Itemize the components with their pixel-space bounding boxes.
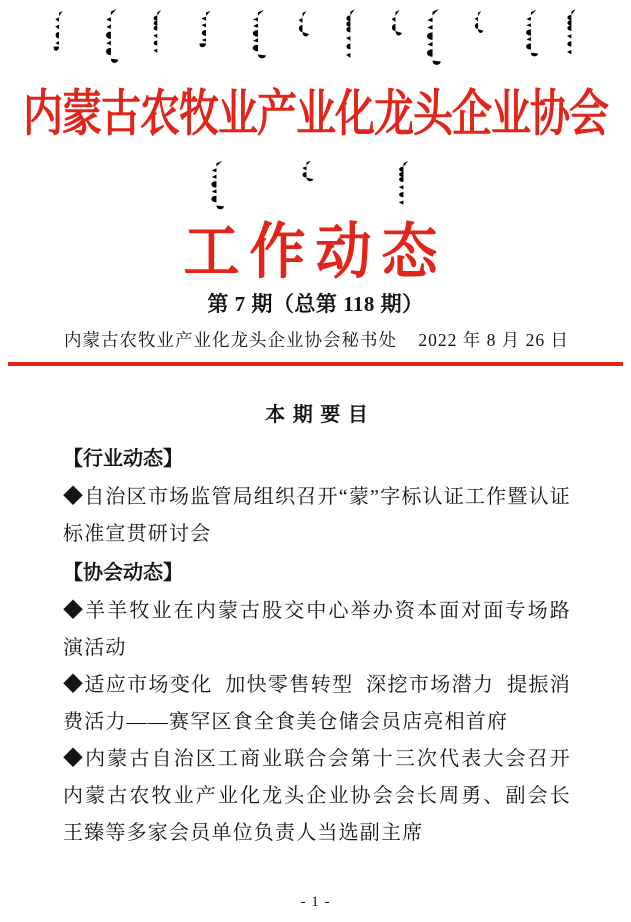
table-of-contents xyxy=(63,398,571,852)
toc-section-title-industry: 【行业动态】 xyxy=(63,448,183,470)
toc-section-title-association: 【协会动态】 xyxy=(63,562,183,584)
mongolian-word-icon xyxy=(339,8,360,68)
page-number: - 1 - xyxy=(300,894,331,910)
issue-number: 第 7 期（总第 118 期） xyxy=(207,292,424,316)
mongolian-word-icon xyxy=(99,8,121,66)
issuer: 内蒙古农牧业产业化龙头企业协会秘书处 xyxy=(64,330,397,350)
toc-heading: 本 期 要 目 xyxy=(265,404,369,426)
toc-item: ◆适应市场变化 加快零售转型 深挖市场潜力 提振消费活力——赛罕区食全食美仓储会员店亮相首府 xyxy=(63,674,571,733)
bulletin-title: 工作动态 xyxy=(183,219,448,287)
mongolian-word-icon xyxy=(245,9,269,61)
mongolian-word-icon xyxy=(419,8,444,68)
mongolian-word-icon xyxy=(386,9,405,39)
mongolian-word-icon xyxy=(147,9,166,62)
toc-item: ◆自治区市场监管局组织召开“蒙”字标认证工作暨认证标准宣贯研讨会 xyxy=(63,486,571,545)
mongolian-word-icon xyxy=(293,10,312,40)
issue-date: 2022 年 8 月 26 日 xyxy=(418,330,569,350)
mongolian-script-row xyxy=(0,6,631,78)
mongolian-word-icon xyxy=(470,10,486,36)
toc-item: ◆羊羊牧业在内蒙古股交中心举办资本面对面专场路演活动 xyxy=(63,600,571,659)
mongolian-word-icon xyxy=(195,10,217,50)
toc-item: ◆内蒙古自治区工商业联合会第十三次代表大会召开内蒙古农牧业产业化龙头企业协会会长周勇、副会长王臻等多家会员单位负责人当选副主席 xyxy=(63,748,571,844)
issuer-row xyxy=(64,327,569,352)
mongolian-word-icon xyxy=(50,10,68,54)
org-title: 内蒙古农牧业产业化龙头企业协会 xyxy=(23,85,608,142)
mongolian-word-icon xyxy=(519,9,541,59)
divider-rule xyxy=(8,362,623,366)
mongolian-word-icon xyxy=(296,160,317,184)
mongolian-word-icon xyxy=(560,8,581,64)
